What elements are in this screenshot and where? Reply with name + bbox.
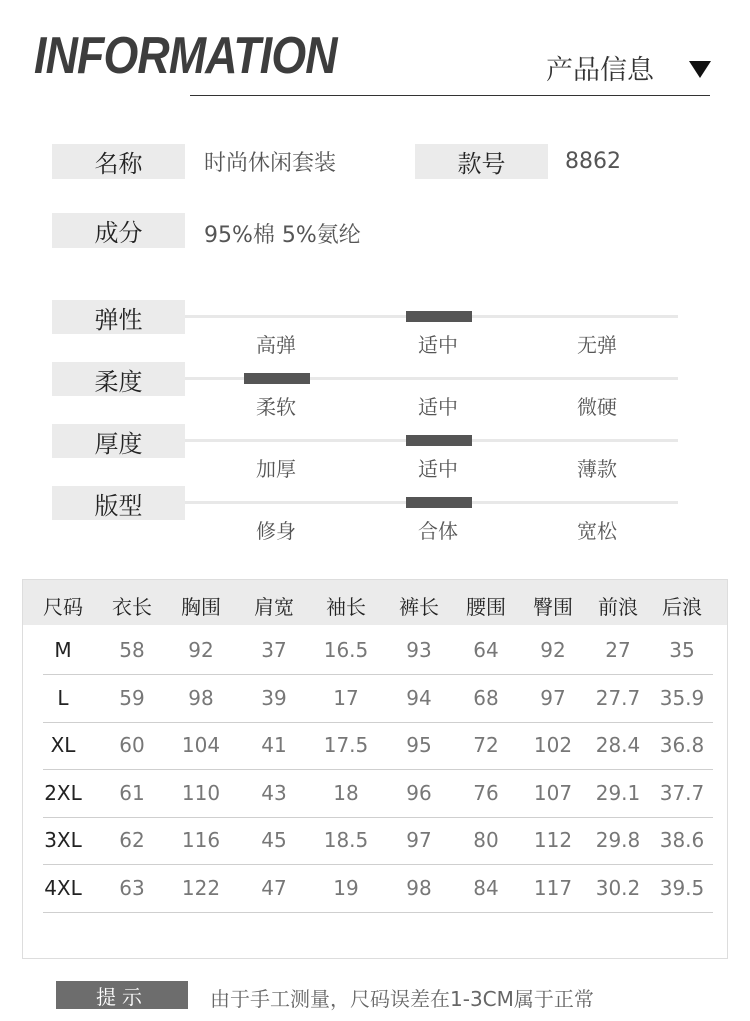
measure-cell: 96 — [406, 780, 432, 805]
code-value: 8862 — [565, 149, 621, 174]
row-divider — [43, 817, 713, 818]
size-table — [22, 579, 728, 959]
measure-cell: 122 — [181, 875, 221, 900]
scale-option: 合体 — [418, 519, 458, 543]
measure-cell: 28.4 — [595, 733, 641, 757]
table-header-cell: 胸围 — [181, 595, 221, 619]
measure-cell: 72 — [473, 733, 499, 757]
size-cell: L — [57, 685, 69, 710]
measure-cell: 112 — [533, 828, 573, 852]
row-divider — [43, 864, 713, 865]
page-title: INFORMATION — [34, 27, 337, 85]
table-header-cell: 衣长 — [112, 595, 152, 619]
measure-cell: 92 — [540, 638, 566, 662]
material-label: 成分 — [52, 213, 185, 248]
measure-cell: 59 — [119, 685, 145, 710]
measure-cell: 35 — [669, 638, 695, 662]
table-header-cell: 肩宽 — [254, 595, 294, 619]
scale-label: 厚度 — [52, 424, 185, 458]
table-header-cell: 尺码 — [43, 595, 83, 619]
measure-cell: 61 — [119, 780, 145, 805]
scale-label: 弹性 — [52, 300, 185, 334]
scale-option: 微硬 — [577, 395, 617, 419]
row-divider — [43, 722, 713, 723]
scale-option: 无弹 — [577, 333, 617, 357]
measure-cell: 27.7 — [595, 685, 641, 710]
measure-cell: 64 — [473, 638, 499, 662]
measure-cell: 29.8 — [595, 828, 641, 852]
tip-label: 提示 — [56, 981, 188, 1009]
table-header-cell: 后浪 — [662, 595, 702, 619]
scale-option: 宽松 — [577, 519, 617, 543]
measure-cell: 47 — [261, 875, 287, 900]
scale-option: 适中 — [418, 395, 458, 419]
measure-cell: 116 — [181, 828, 221, 852]
measure-cell: 17 — [333, 685, 359, 710]
measure-cell: 94 — [406, 685, 432, 710]
measure-cell: 36.8 — [659, 733, 705, 757]
table-header-cell: 前浪 — [598, 595, 638, 619]
measure-cell: 84 — [473, 875, 499, 900]
measure-cell: 68 — [473, 685, 499, 710]
measure-cell: 39 — [261, 685, 287, 710]
table-header-cell: 裤长 — [399, 595, 439, 619]
measure-cell: 17.5 — [323, 733, 369, 757]
measure-cell: 102 — [533, 733, 573, 757]
size-cell: 3XL — [44, 828, 82, 852]
measure-cell: 117 — [533, 875, 573, 900]
measure-cell: 18 — [333, 780, 359, 805]
measure-cell: 37.7 — [659, 780, 705, 805]
measure-cell: 107 — [533, 780, 573, 805]
measure-cell: 80 — [473, 828, 499, 852]
measure-cell: 98 — [188, 685, 214, 710]
measure-cell: 76 — [473, 780, 499, 805]
measure-cell: 110 — [181, 780, 221, 805]
row-divider — [43, 912, 713, 913]
measure-cell: 37 — [261, 638, 287, 662]
page-subtitle: 产品信息 — [546, 55, 654, 86]
scale-marker — [406, 497, 472, 508]
row-divider — [43, 674, 713, 675]
measure-cell: 97 — [540, 685, 566, 710]
measure-cell: 35.9 — [659, 685, 705, 710]
measure-cell: 29.1 — [595, 780, 641, 805]
measure-cell: 92 — [188, 638, 214, 662]
tip-text: 由于手工测量，尺码误差在1-3CM属于正常 — [210, 987, 594, 1011]
code-label: 款号 — [415, 144, 548, 179]
scale-label: 柔度 — [52, 362, 185, 396]
size-cell: 4XL — [44, 875, 82, 900]
measure-cell: 19 — [333, 875, 359, 900]
measure-cell: 45 — [261, 828, 287, 852]
material-value: 95%棉 5%氨纶 — [204, 223, 361, 248]
size-cell: XL — [50, 733, 76, 757]
table-header-cell: 臀围 — [533, 595, 573, 619]
measure-cell: 41 — [261, 733, 287, 757]
table-header-cell: 袖长 — [326, 595, 366, 619]
measure-cell: 43 — [261, 780, 287, 805]
scale-option: 修身 — [256, 519, 296, 543]
measure-cell: 27 — [605, 638, 631, 662]
scale-marker — [244, 373, 310, 384]
scale-marker — [406, 311, 472, 322]
size-cell: 2XL — [44, 780, 82, 805]
size-cell: M — [54, 638, 72, 662]
scale-option: 适中 — [418, 333, 458, 357]
measure-cell: 63 — [119, 875, 145, 900]
measure-cell: 104 — [181, 733, 221, 757]
table-header-cell: 腰围 — [466, 595, 506, 619]
measure-cell: 16.5 — [323, 638, 369, 662]
scale-marker — [406, 435, 472, 446]
measure-cell: 60 — [119, 733, 145, 757]
measure-cell: 62 — [119, 828, 145, 852]
header-divider — [190, 95, 710, 96]
measure-cell: 58 — [119, 638, 145, 662]
measure-cell: 18.5 — [323, 828, 369, 852]
scale-option: 柔软 — [256, 395, 296, 419]
scale-option: 高弹 — [256, 333, 296, 357]
scale-label: 版型 — [52, 486, 185, 520]
measure-cell: 97 — [406, 828, 432, 852]
scale-option: 加厚 — [256, 457, 296, 481]
triangle-down-icon — [689, 61, 711, 78]
measure-cell: 38.6 — [659, 828, 705, 852]
measure-cell: 30.2 — [595, 875, 641, 900]
scale-option: 适中 — [418, 457, 458, 481]
measure-cell: 93 — [406, 638, 432, 662]
name-label: 名称 — [52, 144, 185, 179]
measure-cell: 98 — [406, 875, 432, 900]
row-divider — [43, 769, 713, 770]
measure-cell: 39.5 — [659, 875, 705, 900]
table-header — [23, 580, 727, 625]
scale-option: 薄款 — [577, 457, 617, 481]
measure-cell: 95 — [406, 733, 432, 757]
name-value: 时尚休闲套装 — [204, 151, 337, 176]
